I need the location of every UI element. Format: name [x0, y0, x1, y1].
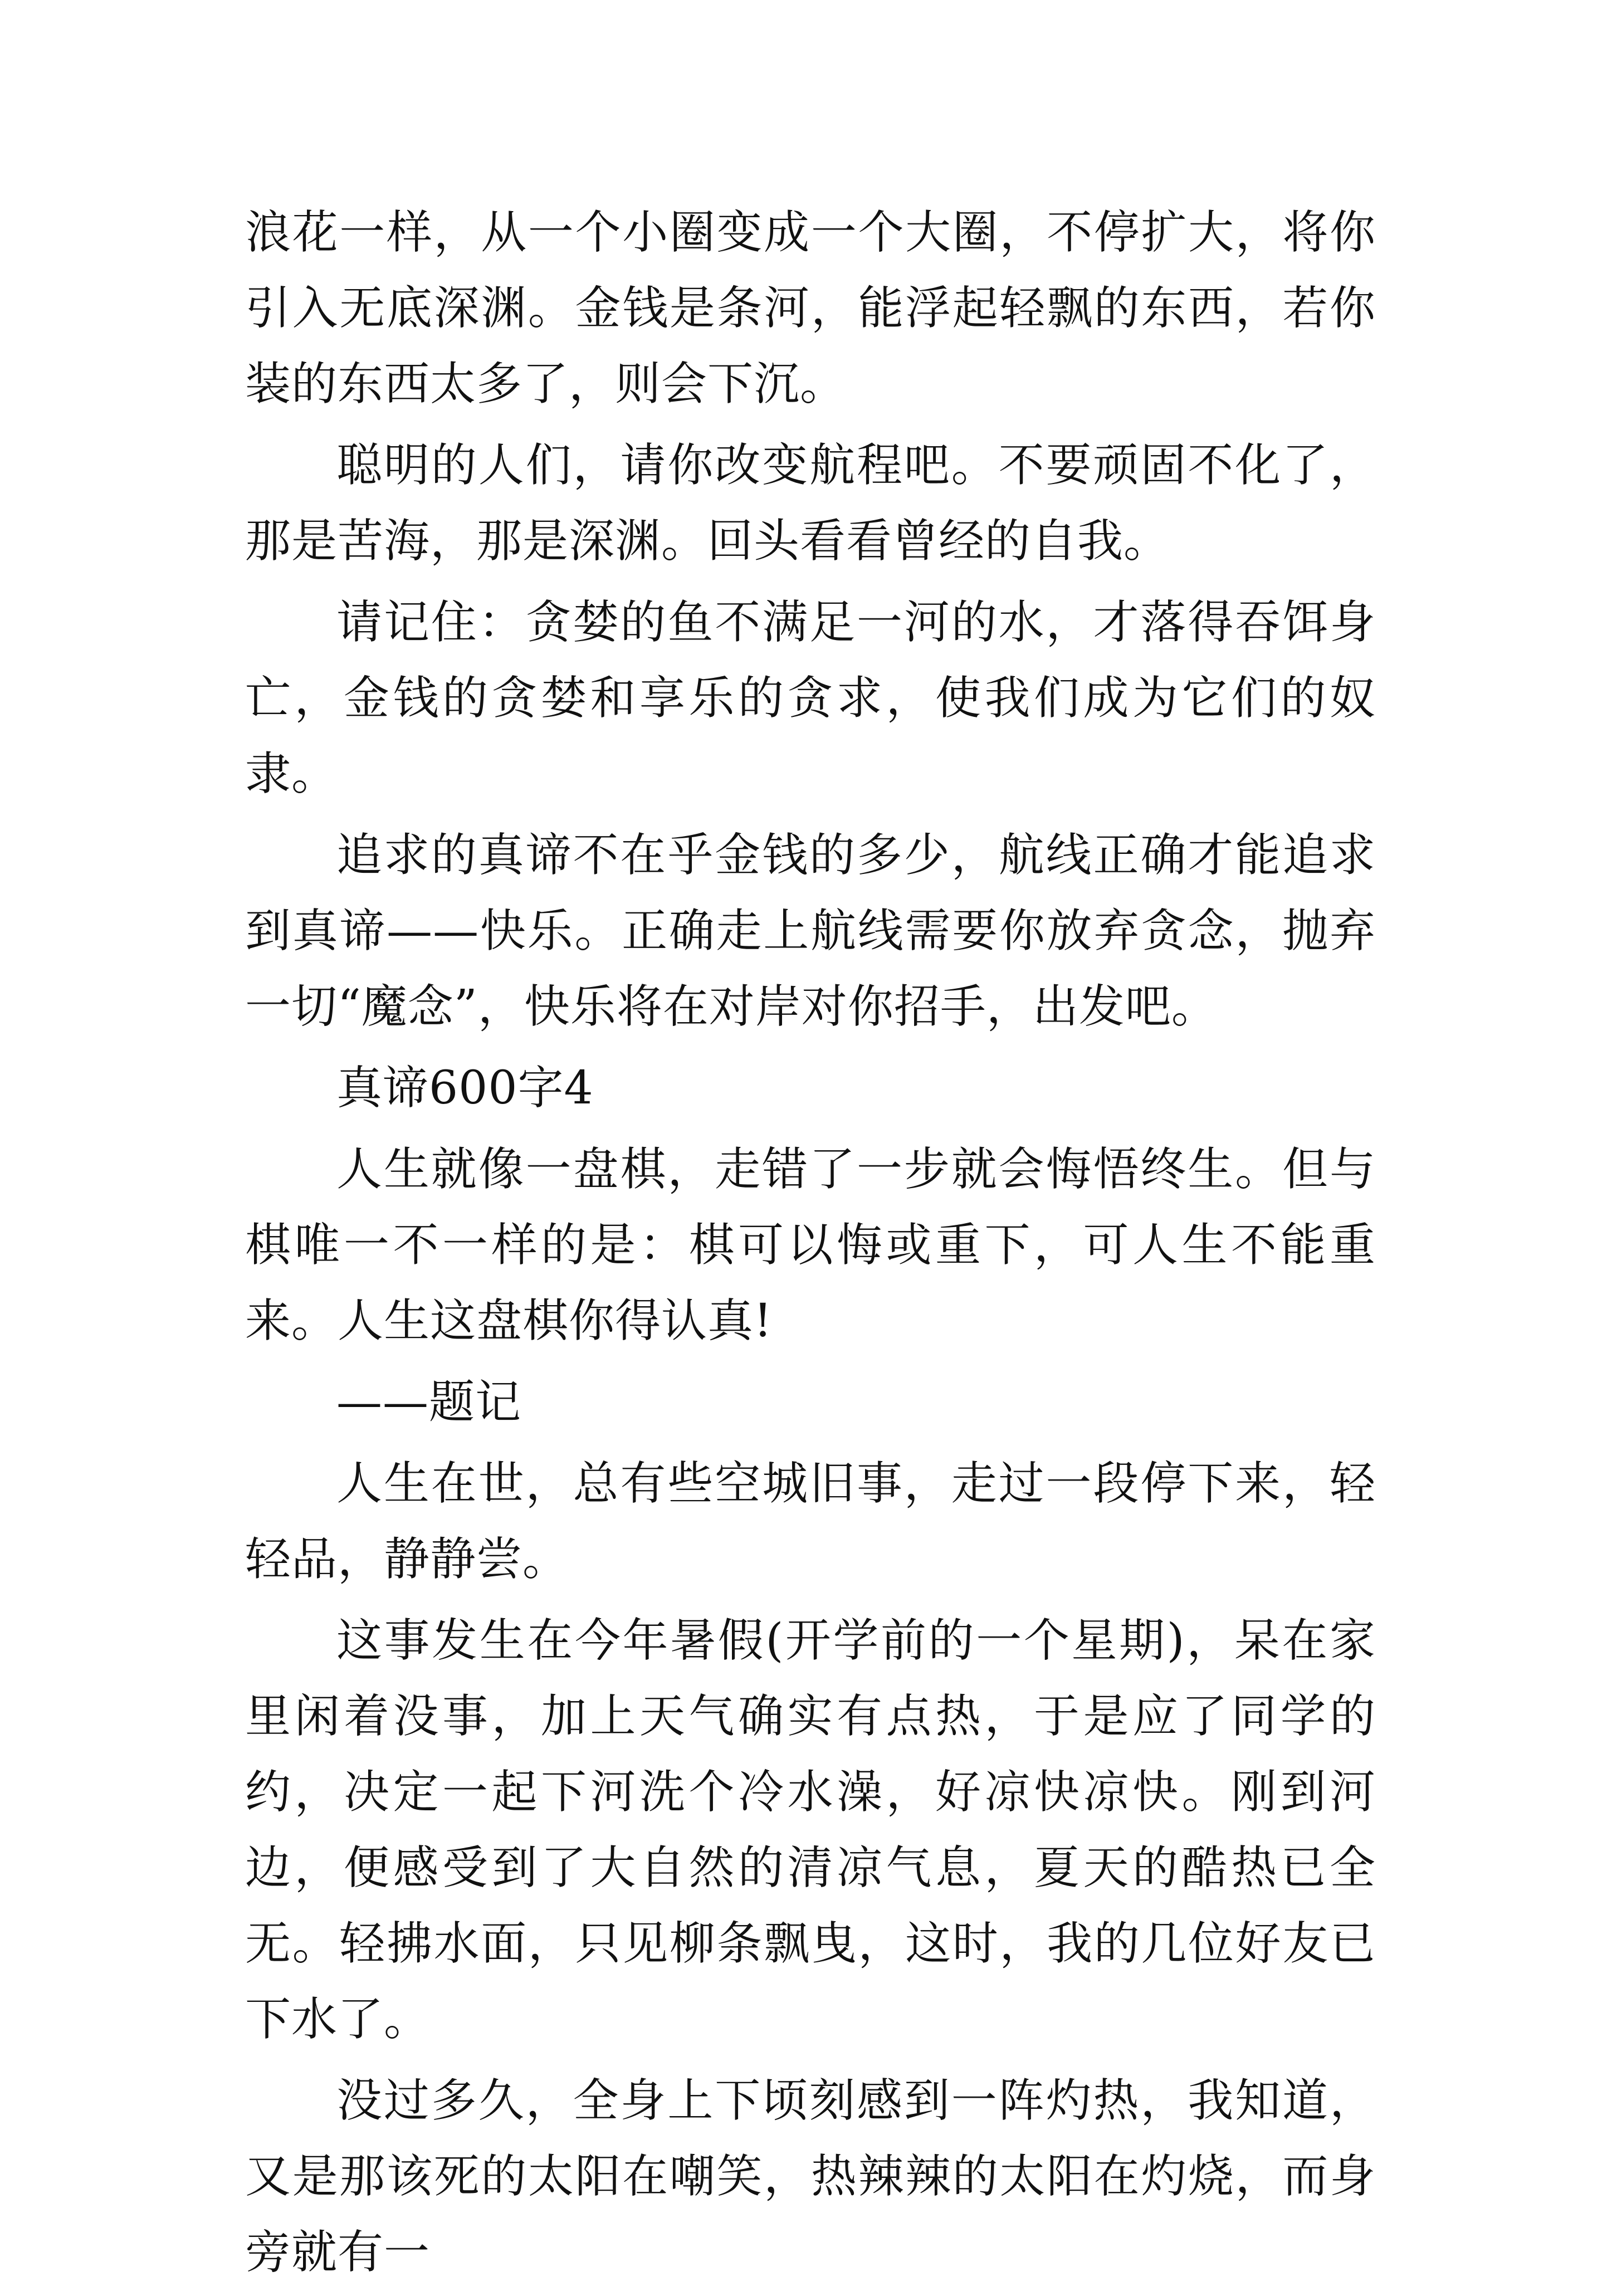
paragraph-3: 请记住：贪婪的鱼不满足一河的水，才落得吞饵身亡，金钱的贪婪和享乐的贪求，使我们成为它们的奴隶。: [245, 596, 1376, 800]
paragraph-2: 聪明的人们，请你改变航程吧。不要顽固不化了，那是苦海，那是深渊。回头看看曾经的自我。: [245, 439, 1376, 568]
section-heading: 真谛600字4: [336, 1062, 594, 1115]
paragraph-7: 这事发生在今年暑假(开学前的一个星期)，呆在家里闲着没事，加上天气确实有点热，于是应了同学的约，决定一起下河洗个冷水澡，好凉快凉快。刚到河边，便感受到了大自然的清凉气息，夏天的酷热已全无。轻拂水面，只见柳条飘曳，这时，我的几位好友已下水了。: [245, 1614, 1376, 2046]
paragraph-8: 没过多久，全身上下顷刻感到一阵灼热，我知道，又是那该死的太阳在嘲笑，热辣辣的太阳在灼烧，而身旁就有一: [245, 2074, 1376, 2279]
paragraph-6: 人生在世，总有些空城旧事，走过一段停下来，轻轻品，静静尝。: [245, 1457, 1376, 1586]
document-body: [245, 195, 1376, 2296]
paragraph-1: 浪花一样，从一个小圈变成一个大圈，不停扩大，将你引入无底深渊。金钱是条河，能浮起轻飘的东西，若你装的东西太多了，则会下沉。: [245, 206, 1376, 411]
paragraph-5: 人生就像一盘棋，走错了一步就会悔悟终生。但与棋唯一不一样的是：棋可以悔或重下，可人生不能重来。人生这盘棋你得认真!: [245, 1143, 1376, 1347]
paragraph-4: 追求的真谛不在乎金钱的多少，航线正确才能追求到真谛——快乐。正确走上航线需要你放弃贪念，抛弃一切“魔念”，快乐将在对岸对你招手，出发吧。: [245, 829, 1376, 1033]
inscription-label: ——题记: [336, 1376, 522, 1429]
